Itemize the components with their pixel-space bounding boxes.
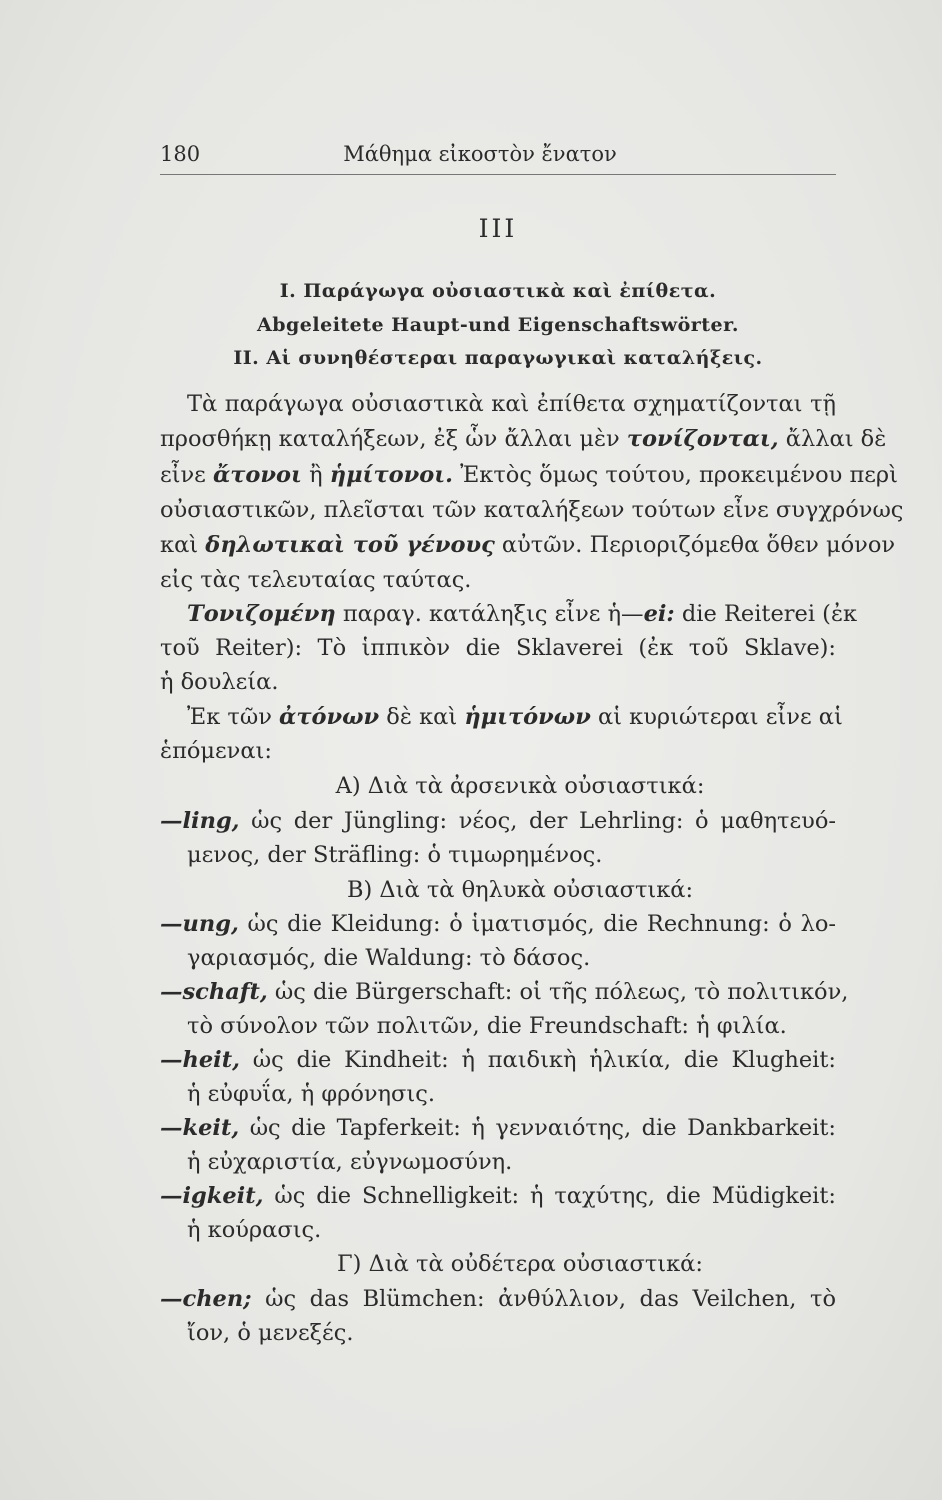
paragraph-line: ἡ δουλεία.: [160, 669, 279, 695]
text-run: αἱ κυριώτεραι εἶνε αἱ: [590, 704, 843, 730]
paragraph-line: Τὰ παράγωγα οὐσιαστικὰ καὶ ἐπίθετα σχηματίζονται τῇ: [187, 391, 836, 417]
paragraph-line: [160, 424, 887, 454]
suffix-entry: [160, 1284, 836, 1314]
emphasis: Τονιζομένη: [187, 601, 336, 627]
suffix-entry-cont: ἡ κούρασις.: [187, 1217, 322, 1243]
subsection-heading: Β) Διὰ τὰ θηλυκὰ οὐσιαστικά:: [346, 877, 694, 903]
subsection-heading: Α) Διὰ τὰ ἀρσενικὰ οὐσιαστικά:: [335, 773, 705, 799]
suffix-entry-cont: ἡ εὐφυΐα, ἡ φρόνησις.: [187, 1081, 435, 1107]
text-run: δὲ καὶ: [379, 704, 465, 730]
text-run: ὡς der Jüngling: νέος, der Lehrling: ὁ μαθητευό-: [239, 808, 836, 834]
text-run: ὡς das Blümchen: ἀνθύλλιον, das Veilchen, τὸ: [251, 1286, 836, 1312]
text-run: die Reiterei (ἐκ: [674, 601, 858, 627]
suffix-label: —ung,: [160, 911, 239, 937]
page-number: 180: [160, 142, 201, 166]
suffix-entry: [160, 909, 836, 939]
suffix-label: —ling,: [160, 808, 240, 834]
text-run: Ἐκ τῶν: [187, 704, 280, 730]
header-rule: [160, 174, 836, 175]
paragraph-line: ἑπόμεναι:: [160, 738, 272, 764]
running-title: Μάθημα εἰκοστὸν ἔνατον: [343, 142, 617, 166]
text-run: προσθήκῃ καταλήξεων, ἐξ ὧν ἄλλαι μὲν: [160, 426, 627, 452]
suffix-entry-cont: ἡ εὐχαριστία, εὐγνωμοσύνη.: [187, 1149, 513, 1175]
text-run: ὡς die Bürgerschaft: οἱ τῆς πόλεως, τὸ πολιτικόν,: [267, 979, 849, 1005]
suffix-entry: [160, 806, 836, 836]
heading-greek-1: I. Παράγωγα οὐσιαστικὰ καὶ ἐπίθετα.: [279, 280, 717, 302]
subsection-heading: Γ) Διὰ τὰ οὐδέτερα οὐσιαστικά:: [337, 1251, 703, 1277]
emphasis: ἀτόνων: [279, 704, 380, 730]
emphasis: ἄτονοι: [212, 462, 302, 488]
text-run: παραγ. κατάληξις εἶνε ἡ—: [335, 601, 644, 627]
emphasis: τονίζονται,: [626, 426, 779, 452]
emphasis: δηλωτικαὶ τοῦ γένους: [205, 532, 495, 558]
paragraph-line: [187, 599, 858, 629]
section-number: III: [478, 214, 518, 243]
text-run: ἢ: [301, 462, 330, 488]
text-run: ἄλλαι δὲ: [778, 426, 887, 452]
suffix-entry-cont: γαριασμός, die Waldung: τὸ δάσος.: [187, 945, 591, 971]
suffix-label: —igkeit,: [160, 1183, 264, 1209]
text-run: ὡς die Kleidung: ὁ ἱματισμός, die Rechnung: ὁ λο-: [238, 911, 836, 937]
suffix-entry: [160, 977, 849, 1007]
text-run: ὡς die Schnelligkeit: ἡ ταχύτης, die Müdigkeit:: [263, 1183, 836, 1209]
text-run: εἶνε: [160, 462, 213, 488]
paragraph-line: [187, 702, 843, 732]
suffix-label: —chen;: [160, 1286, 252, 1312]
heading-german: Abgeleitete Haupt-und Eigenschaftswörter.: [256, 314, 740, 336]
text-run: Ἐκτὸς ὅμως τούτου, προκειμένου περὶ: [452, 462, 898, 488]
heading-greek-2: II. Αἱ συνηθέστεραι παραγωγικαὶ καταλήξεις.: [233, 347, 763, 369]
suffix-label: —keit,: [160, 1115, 240, 1141]
text-run: ὡς die Tapferkeit: ἡ γενναιότης, die Dankbarkeit:: [239, 1115, 836, 1141]
suffix-entry: [160, 1181, 836, 1211]
page-header: [160, 142, 836, 176]
emphasis: ei:: [643, 601, 675, 627]
text-run: καὶ: [160, 532, 206, 558]
paragraph-line: οὐσιαστικῶν, πλεῖσται τῶν καταλήξεων τούτων εἶνε συγχρόνως: [160, 497, 904, 523]
suffix-entry: [160, 1113, 836, 1143]
emphasis: ἡμιτόνων: [464, 704, 591, 730]
suffix-entry: [160, 1045, 836, 1075]
text-run: αὐτῶν. Περιοριζόμεθα ὅθεν μόνον: [494, 532, 896, 558]
text-run: ὡς die Kindheit: ἡ παιδικὴ ἡλικία, die Klugheit:: [239, 1047, 836, 1073]
suffix-entry-cont: μενος, der Sträfling: ὁ τιμωρημένος.: [187, 842, 603, 868]
paragraph-line: [160, 460, 898, 490]
emphasis: ἡμίτονοι.: [329, 462, 453, 488]
paragraph-line: τοῦ Reiter): Τὸ ἱππικὸν die Sklaverei (ἐκ τοῦ Sklave):: [160, 635, 836, 661]
paragraph-line: εἰς τὰς τελευταίας ταύτας.: [160, 567, 472, 593]
suffix-label: —schaft,: [160, 979, 268, 1005]
paragraph-line: [160, 530, 896, 560]
suffix-entry-cont: τὸ σύνολον τῶν πολιτῶν, die Freundschaft: ἡ φιλία.: [187, 1013, 787, 1039]
suffix-entry-cont: ἴον, ὁ μενεξές.: [187, 1320, 354, 1346]
suffix-label: —heit,: [160, 1047, 240, 1073]
